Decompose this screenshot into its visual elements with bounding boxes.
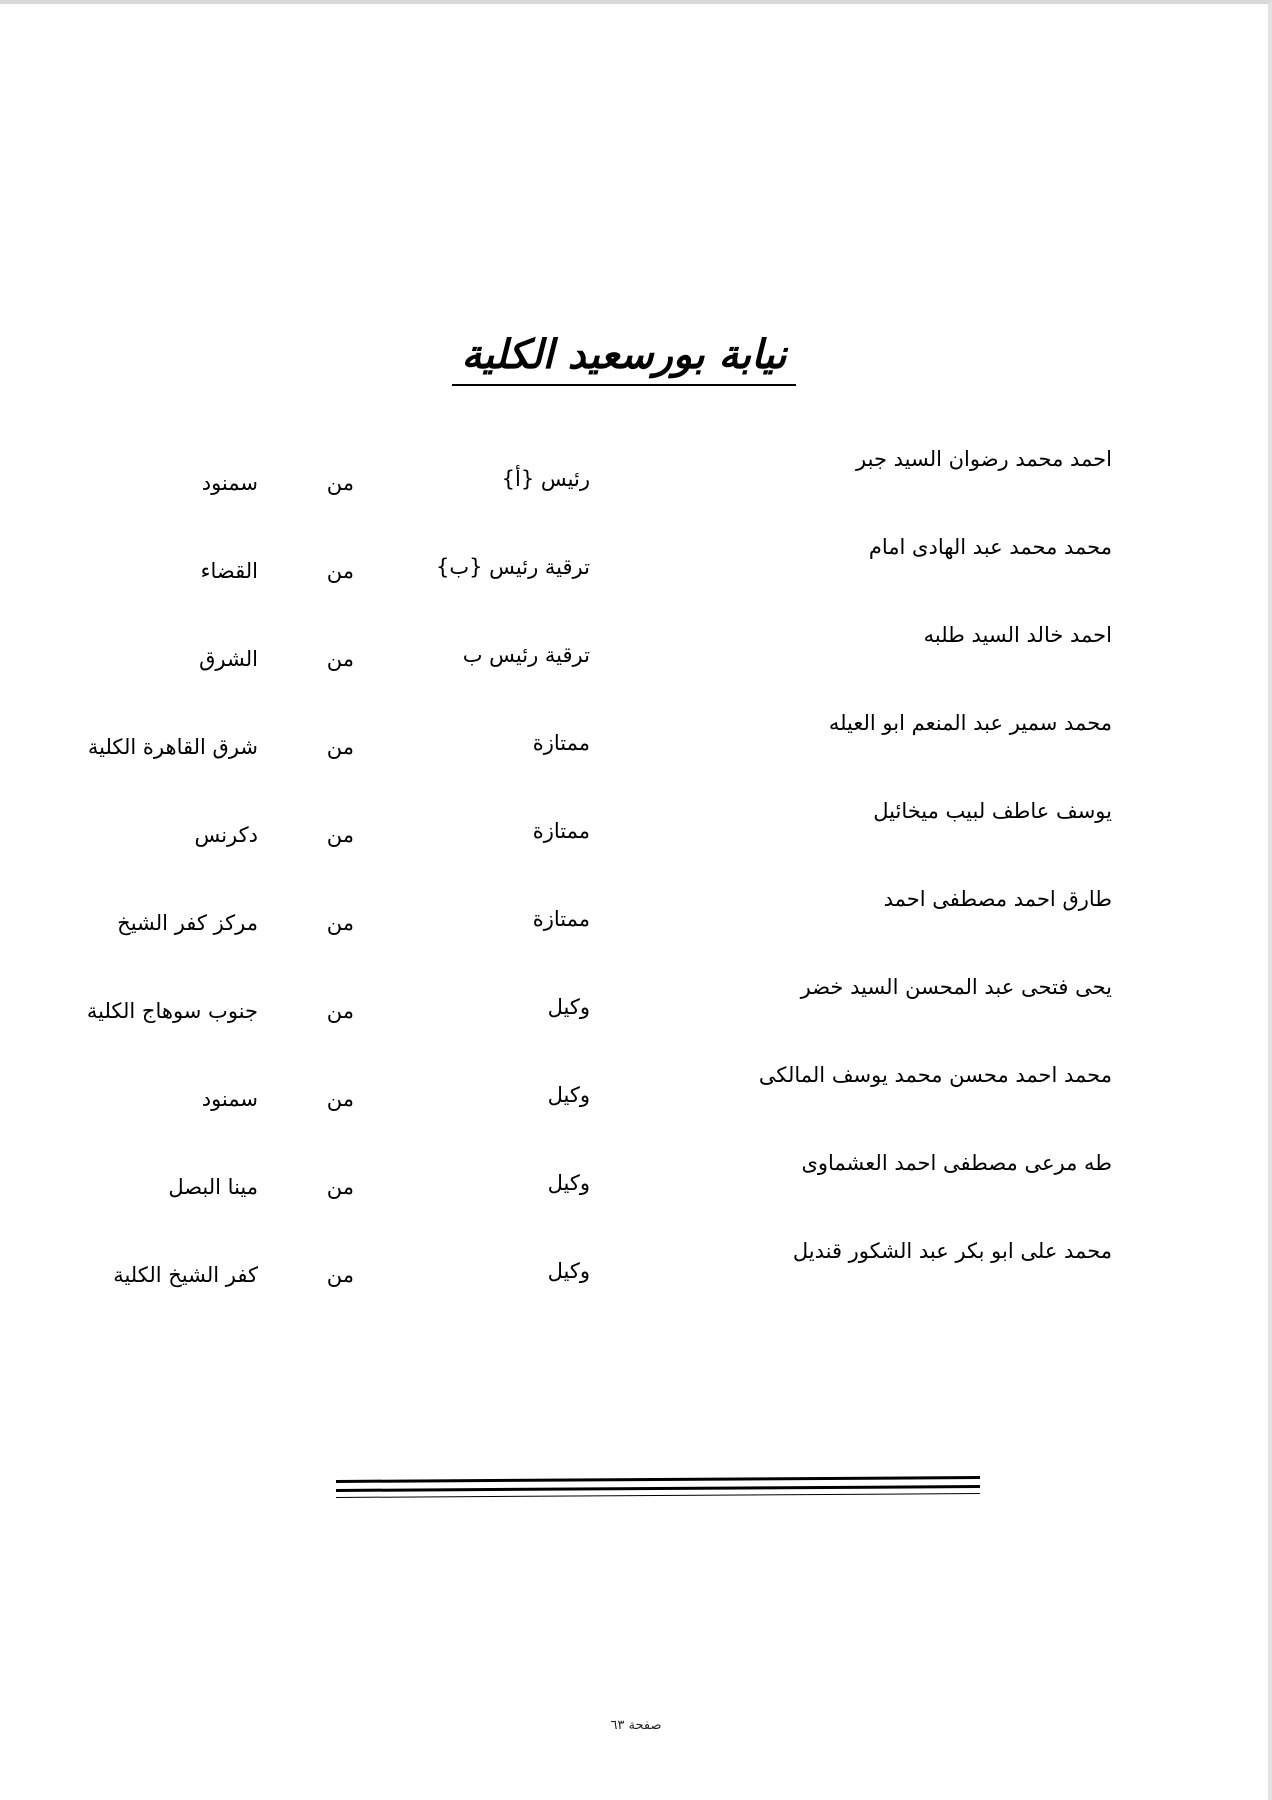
member-name: يوسف عاطف لبيب ميخائيل	[873, 799, 1112, 823]
from-word: من	[326, 999, 354, 1023]
member-name: احمد خالد السيد طلبه	[923, 623, 1112, 647]
member-name: طه مرعى مصطفى احمد العشماوى	[801, 1151, 1112, 1175]
roster-row	[0, 1060, 1272, 1120]
member-origin: سمنود	[201, 1087, 258, 1111]
member-origin: جنوب سوهاج الكلية	[86, 999, 258, 1023]
member-grade: ممتازة	[532, 907, 590, 931]
roster-row	[0, 1148, 1272, 1208]
roster-row	[0, 444, 1272, 504]
from-word: من	[326, 735, 354, 759]
member-name: محمد احمد محسن محمد يوسف المالكى	[758, 1063, 1112, 1087]
member-name: محمد على ابو بكر عبد الشكور قنديل	[792, 1239, 1112, 1263]
member-grade: ممتازة	[532, 731, 590, 755]
member-origin: دكرنس	[194, 823, 258, 847]
from-word: من	[326, 911, 354, 935]
member-grade: رئيس {أ}	[501, 467, 590, 491]
member-origin: مينا البصل	[168, 1175, 258, 1199]
roster-row	[0, 884, 1272, 944]
member-grade: ترقية رئيس {ب}	[435, 555, 590, 579]
from-word: من	[326, 559, 354, 583]
roster-row	[0, 972, 1272, 1032]
member-name: طارق احمد مصطفى احمد	[883, 887, 1112, 911]
roster-row	[0, 796, 1272, 856]
member-name: محمد محمد عبد الهادى امام	[868, 535, 1112, 559]
member-grade: وكيل	[547, 1083, 590, 1107]
roster-row	[0, 620, 1272, 680]
member-name: يحى فتحى عبد المحسن السيد خضر	[800, 975, 1112, 999]
member-origin: مركز كفر الشيخ	[117, 911, 258, 935]
member-grade: وكيل	[547, 1259, 590, 1283]
from-word: من	[326, 1263, 354, 1287]
from-word: من	[326, 1175, 354, 1199]
roster-row	[0, 1236, 1272, 1296]
member-grade: وكيل	[547, 1171, 590, 1195]
member-origin: كفر الشيخ الكلية	[113, 1263, 258, 1287]
member-grade: ترقية رئيس ب	[462, 643, 590, 667]
from-word: من	[326, 823, 354, 847]
member-origin: شرق القاهرة الكلية	[87, 735, 258, 759]
member-origin: القضاء	[200, 559, 258, 583]
page-number: صفحة ٦٣	[610, 1718, 662, 1733]
page-title-text: نيابة بورسعيد الكلية	[452, 330, 797, 386]
member-name: محمد سمير عبد المنعم ابو العيله	[828, 711, 1112, 735]
from-word: من	[326, 647, 354, 671]
roster-row	[0, 532, 1272, 592]
from-word: من	[326, 471, 354, 495]
member-origin: الشرق	[199, 647, 258, 671]
from-word: من	[326, 1087, 354, 1111]
member-grade: وكيل	[547, 995, 590, 1019]
member-grade: ممتازة	[532, 819, 590, 843]
roster-row	[0, 708, 1272, 768]
member-origin: سمنود	[201, 471, 258, 495]
member-name: احمد محمد رضوان السيد جبر	[856, 447, 1112, 471]
